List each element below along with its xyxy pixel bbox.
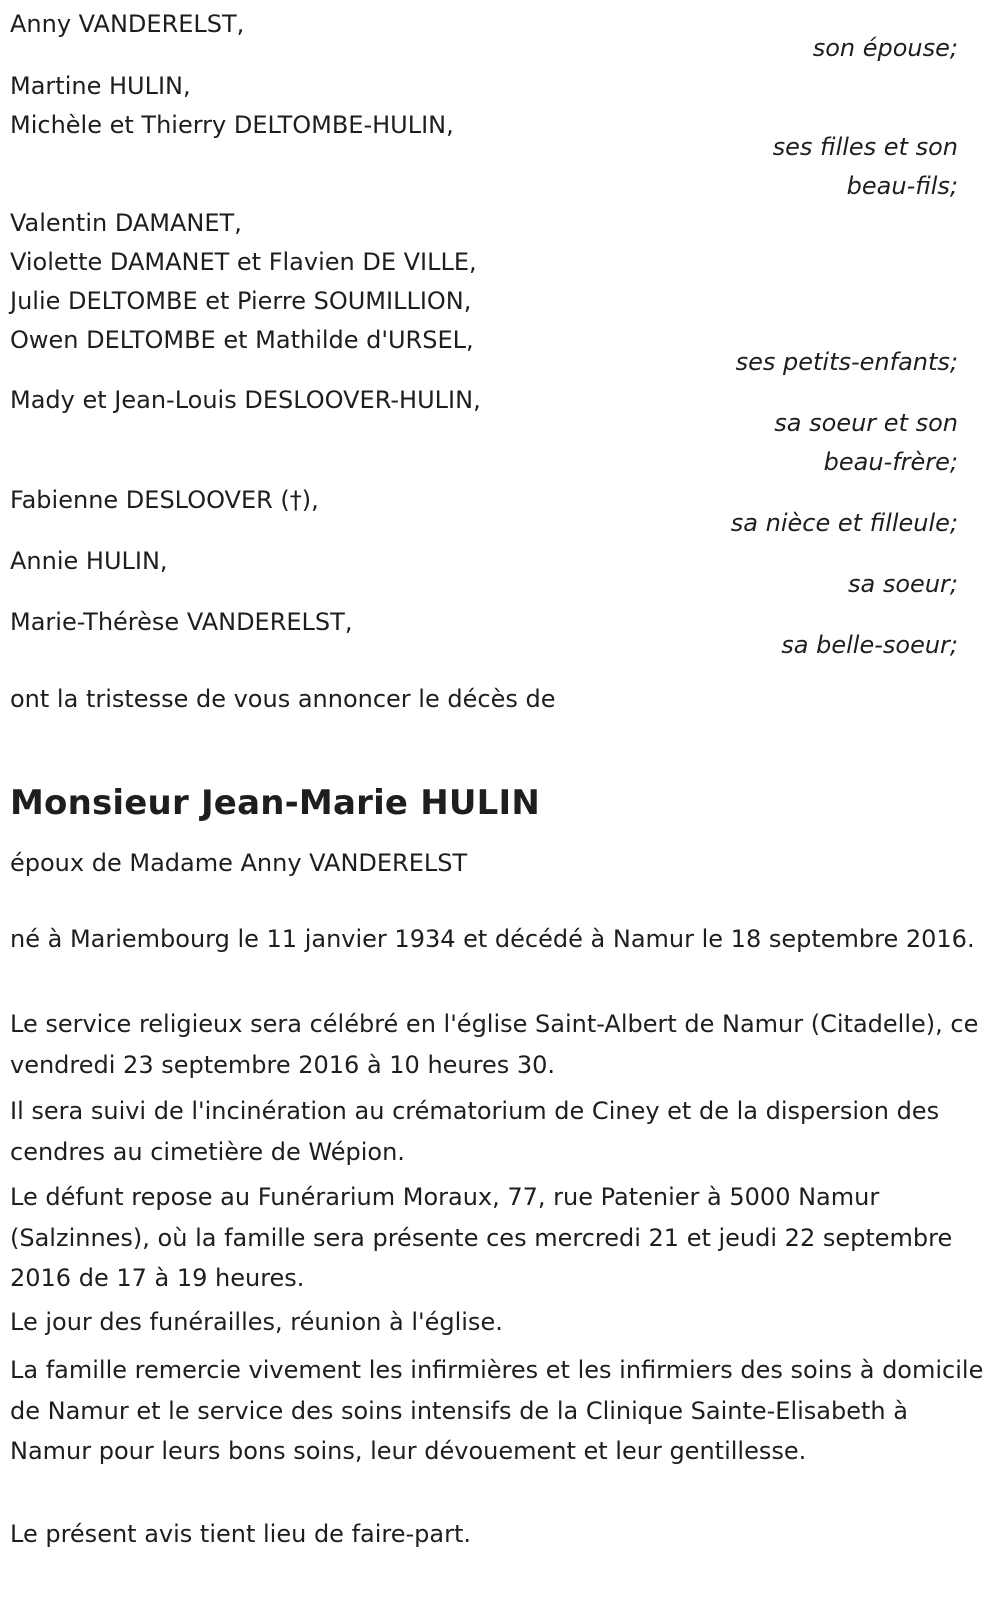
family-relation: sa soeur et son — [774, 409, 958, 437]
gathering-paragraph: Le jour des funérailles, réunion à l'église. — [10, 1308, 503, 1336]
cremation-paragraph: Il sera suivi de l'incinération au crématorium de Ciney et de la dispersion des cendres au cimetière de Wépion. — [10, 1097, 940, 1166]
thanks-paragraph: La famille remercie vivement les infirmières et les infirmiers des soins à domicile de Namur et le service des soins intensifs de la Clinique Sainte-Elisabeth à Namur pour leurs bons soins, leur dévouement et leur gentillesse. — [10, 1356, 984, 1465]
funeral-home-paragraph: Le défunt repose au Funérarium Moraux, 77, rue Patenier à 5000 Namur (Salzinnes), où la famille sera présente ces mercredi 21 et jeudi 22 septembre 2016 de 17 à 19 heures. — [10, 1183, 953, 1292]
service-paragraph: Le service religieux sera célébré en l'église Saint-Albert de Namur (Citadelle), ce vendredi 23 septembre 2016 à 10 heures 30. — [10, 1010, 979, 1079]
family-name: Owen DELTOMBE et Mathilde d'URSEL, — [10, 326, 474, 354]
family-relation: beau-fils; — [846, 172, 958, 200]
family-name: Fabienne DESLOOVER (†), — [10, 486, 319, 514]
family-name: Annie HULIN, — [10, 547, 168, 575]
family-name: Anny VANDERELST, — [10, 10, 245, 38]
birth-death-paragraph: né à Mariembourg le 11 janvier 1934 et décédé à Namur le 18 septembre 2016. — [10, 925, 975, 953]
family-relation: ses petits-enfants; — [735, 348, 958, 376]
family-relation: sa soeur; — [848, 570, 958, 598]
family-relation: ses filles et son — [772, 133, 958, 161]
announcement-text: ont la tristesse de vous annoncer le décès de — [10, 685, 556, 713]
closing-paragraph: Le présent avis tient lieu de faire-part. — [10, 1520, 472, 1548]
family-relation: beau-frère; — [823, 448, 958, 476]
family-name: Michèle et Thierry DELTOMBE-HULIN, — [10, 111, 454, 139]
family-relation: sa belle-soeur; — [781, 631, 958, 659]
family-name: Martine HULIN, — [10, 72, 191, 100]
family-relation: son épouse; — [812, 34, 958, 62]
spouse-line: époux de Madame Anny VANDERELST — [10, 849, 468, 877]
family-name: Violette DAMANET et Flavien DE VILLE, — [10, 248, 477, 276]
family-name: Mady et Jean-Louis DESLOOVER-HULIN, — [10, 386, 481, 414]
family-name: Marie-Thérèse VANDERELST, — [10, 608, 353, 636]
family-name: Valentin DAMANET, — [10, 209, 242, 237]
deceased-name: Monsieur Jean-Marie HULIN — [10, 783, 541, 823]
family-relation: sa nièce et filleule; — [730, 509, 958, 537]
family-name: Julie DELTOMBE et Pierre SOUMILLION, — [10, 287, 472, 315]
